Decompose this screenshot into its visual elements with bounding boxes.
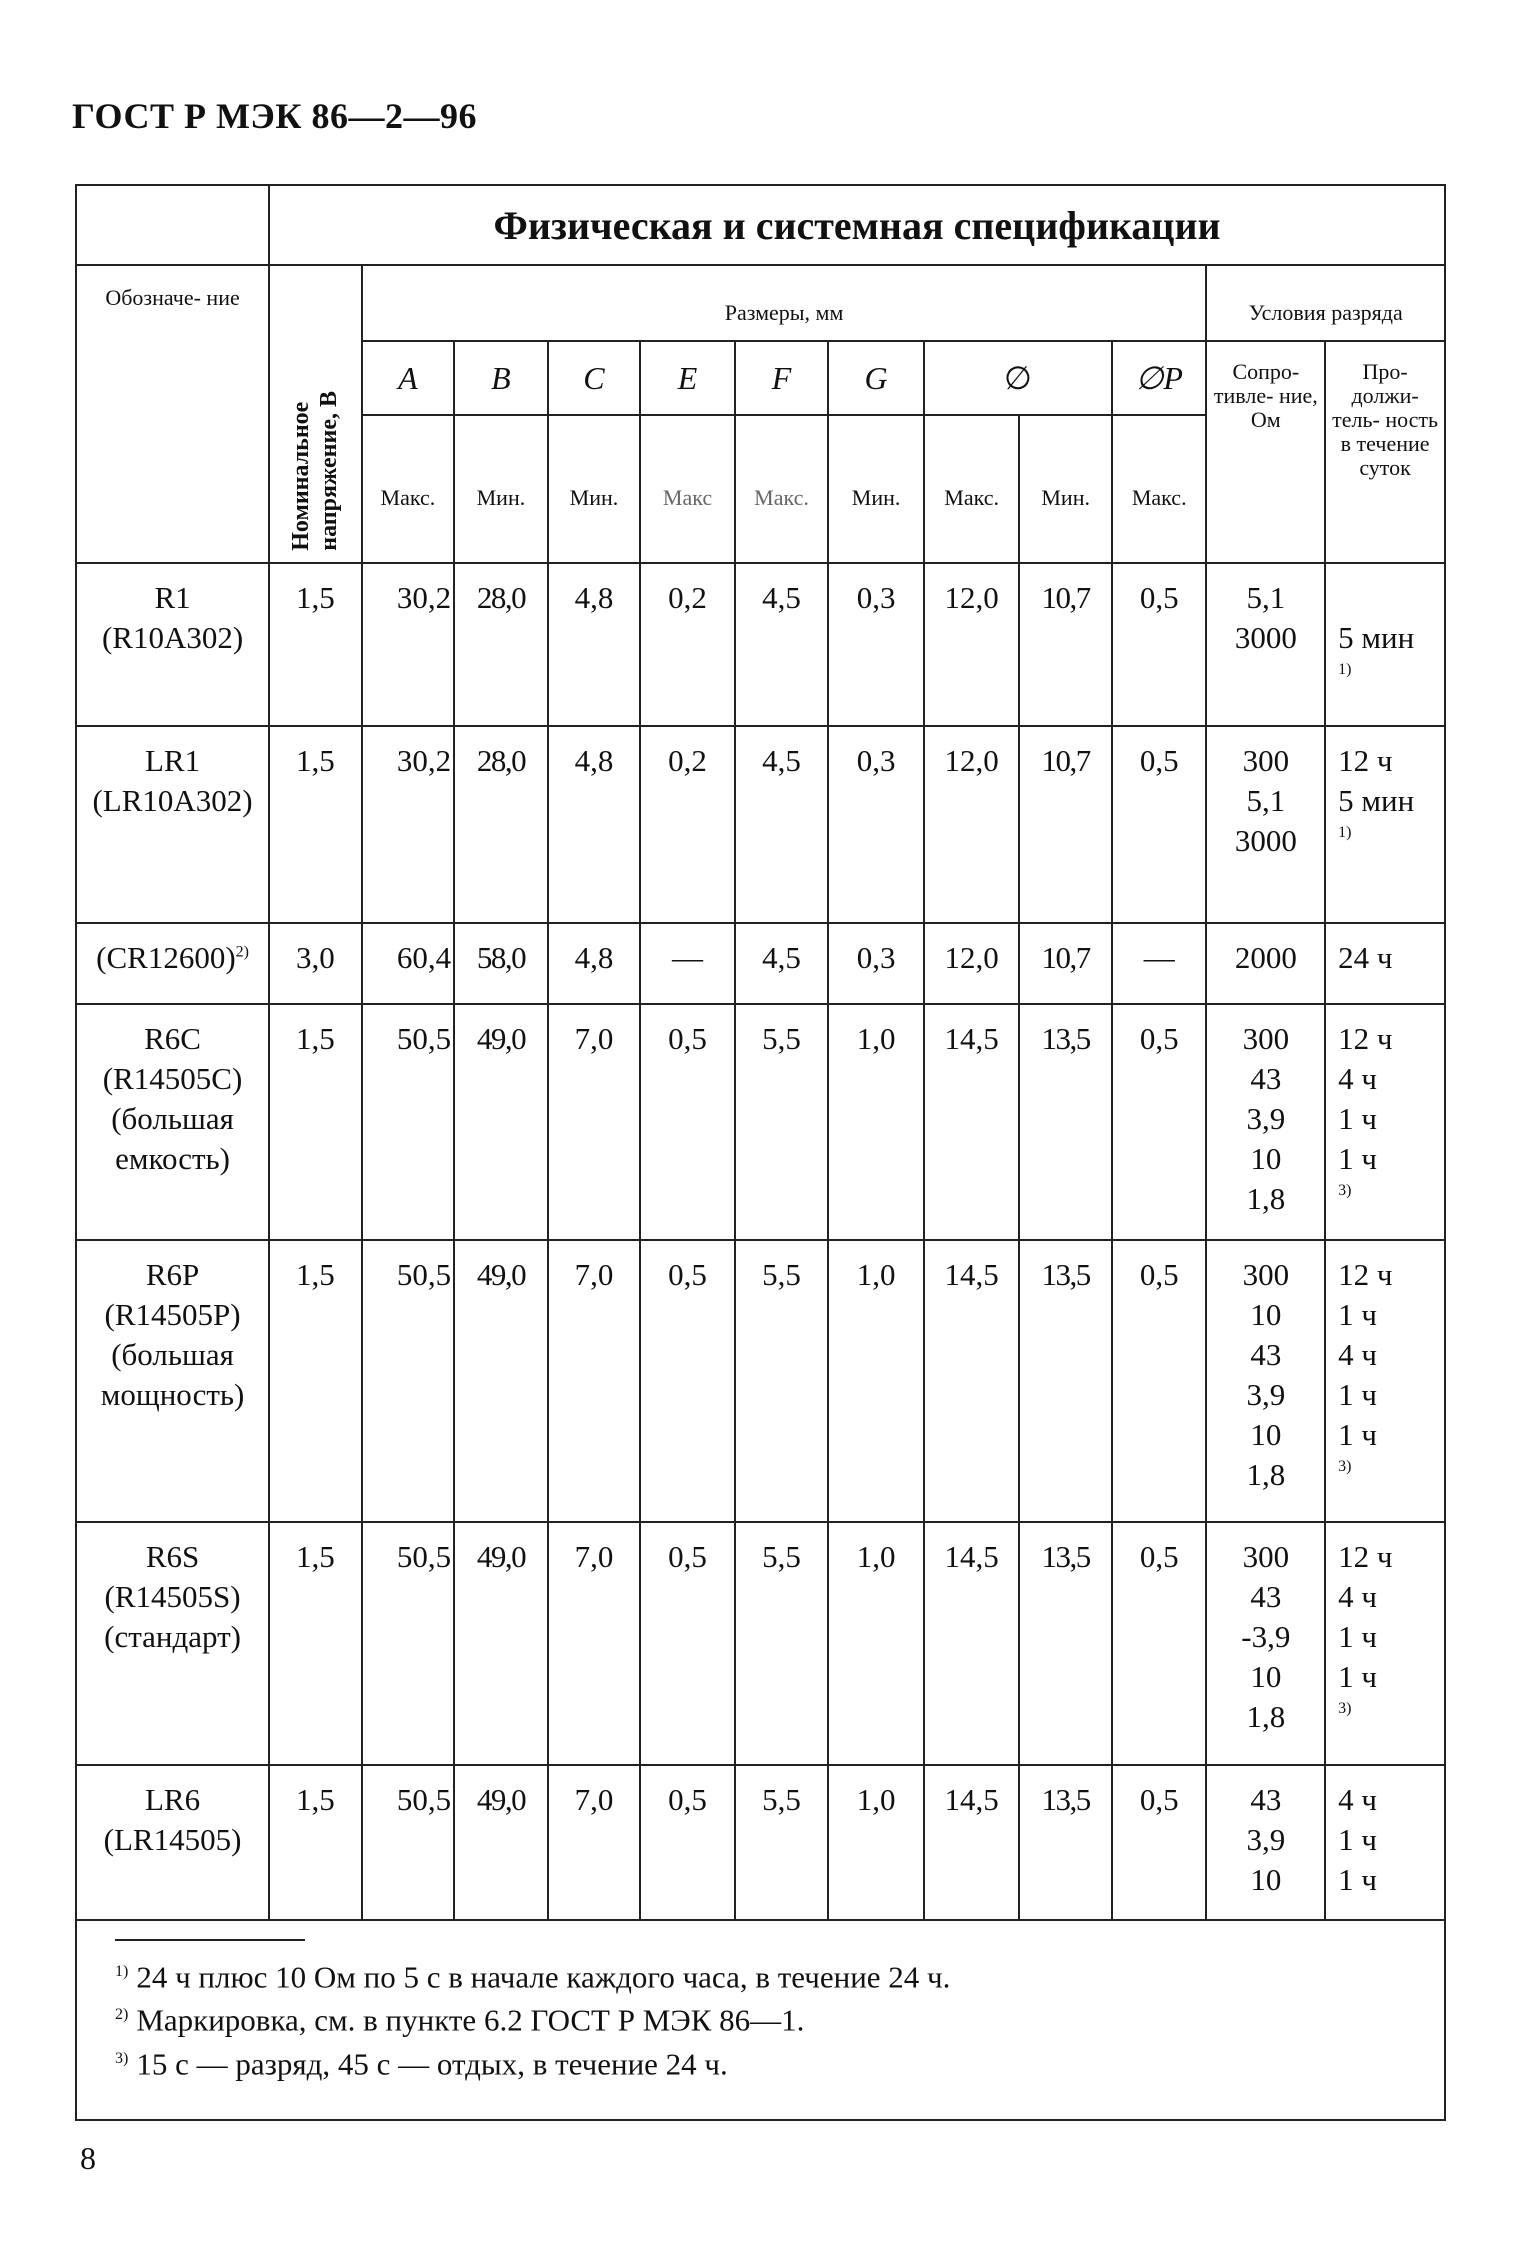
banner-row — [76, 185, 1445, 265]
resistance-value: 3000 — [1234, 823, 1297, 858]
duration-value: 4 ч — [1338, 1782, 1378, 1817]
resistance-value: 1,8 — [1246, 1699, 1286, 1734]
designation-cell — [76, 563, 269, 726]
designation-cell — [76, 726, 269, 923]
resistance-cell — [1206, 1765, 1325, 1920]
designation-name: LR1 — [144, 743, 201, 778]
duration-value: 5 мин — [1338, 620, 1415, 655]
value-a-max: 50,5 — [362, 1522, 455, 1765]
value-a-max: 50,5 — [362, 1765, 455, 1920]
voltage-cell: 1,5 — [269, 1522, 362, 1765]
designation-cell — [76, 923, 269, 1004]
dim-diameter-header: ∅ — [924, 341, 1112, 415]
value-d-min: 13,5 — [1019, 1765, 1112, 1920]
resistance-value: 43 — [1250, 1061, 1282, 1096]
table-row — [76, 1522, 1445, 1765]
value-e-max: 0,5 — [640, 1765, 735, 1920]
resistance-value: 10 — [1250, 1297, 1282, 1332]
designation-name: R6P — [145, 1257, 200, 1292]
resistance-cell — [1206, 923, 1325, 1004]
designation-alt: (R14505S) — [104, 1579, 241, 1614]
resistance-value: 43 — [1250, 1579, 1282, 1614]
value-d-max: 12,0 — [924, 923, 1020, 1004]
value-c-min: 4,8 — [548, 563, 641, 726]
resistance-value: 300 — [1242, 743, 1290, 778]
duration-value: 4 ч — [1338, 1579, 1378, 1614]
designation-name: (CR12600) — [96, 940, 236, 975]
resistance-value: 300 — [1242, 1257, 1290, 1292]
dim-f-header: F — [735, 341, 829, 415]
value-d-min: 13,5 — [1019, 1240, 1112, 1522]
duration-value: 1 ч — [1338, 1862, 1378, 1897]
resistance-cell — [1206, 1240, 1325, 1522]
duration-footnote-mark: 3) — [1338, 1700, 1352, 1717]
duration-value: 4 ч — [1338, 1061, 1378, 1096]
limit-header-f-max: Макс. — [735, 415, 829, 563]
dim-a-header: A — [362, 341, 455, 415]
resistance-cell — [1206, 563, 1325, 726]
duration-value: 24 ч — [1338, 940, 1393, 975]
designation-name: R6S — [145, 1539, 200, 1574]
value-dp-max: 0,5 — [1112, 563, 1207, 726]
value-d-max: 14,5 — [924, 1004, 1020, 1240]
resistance-value: 3,9 — [1246, 1101, 1286, 1136]
resistance-cell — [1206, 1522, 1325, 1765]
designation-cell — [76, 1004, 269, 1240]
designation-alt2: (стандарт) — [104, 1619, 241, 1654]
value-g-min: 0,3 — [828, 563, 924, 726]
resistance-value: 5,1 — [1246, 783, 1286, 818]
resistance-value: 10 — [1250, 1141, 1282, 1176]
duration-cell — [1325, 1522, 1445, 1765]
duration-footnote-mark: 3) — [1338, 1458, 1352, 1475]
value-a-max: 60,4 — [362, 923, 455, 1004]
voltage-cell: 3,0 — [269, 923, 362, 1004]
value-f-max: 5,5 — [735, 1240, 829, 1522]
dim-c-header: C — [548, 341, 641, 415]
value-dp-max: 0,5 — [1112, 1004, 1207, 1240]
duration-value: 5 мин — [1338, 783, 1415, 818]
value-e-max: 0,5 — [640, 1240, 735, 1522]
value-g-min: 1,0 — [828, 1765, 924, 1920]
dim-diameter-p-header: ∅P — [1112, 341, 1207, 415]
designation-alt3: мощность) — [100, 1377, 245, 1412]
value-b-min: 28,0 — [454, 563, 548, 726]
resistance-value: 5,1 — [1246, 580, 1286, 615]
table-row — [76, 726, 1445, 923]
dimensions-header: Размеры, мм — [362, 265, 1207, 341]
value-c-min: 7,0 — [548, 1240, 641, 1522]
designation-cell — [76, 1765, 269, 1920]
duration-cell — [1325, 563, 1445, 726]
voltage-cell: 1,5 — [269, 726, 362, 923]
value-d-max: 14,5 — [924, 1765, 1020, 1920]
duration-value: 1 ч — [1338, 1377, 1378, 1412]
value-d-max: 14,5 — [924, 1522, 1020, 1765]
voltage-header-line2: напряжение, В — [316, 391, 343, 551]
value-a-max: 50,5 — [362, 1240, 455, 1522]
duration-value: 1 ч — [1338, 1297, 1378, 1332]
value-f-max: 4,5 — [735, 726, 829, 923]
resistance-cell — [1206, 1004, 1325, 1240]
footnote-cell — [76, 1920, 1445, 2120]
value-c-min: 7,0 — [548, 1004, 641, 1240]
designation-cell — [76, 1522, 269, 1765]
designation-cell — [76, 1240, 269, 1522]
value-g-min: 0,3 — [828, 726, 924, 923]
value-d-min: 13,5 — [1019, 1522, 1112, 1765]
value-g-min: 1,0 — [828, 1004, 924, 1240]
duration-cell — [1325, 726, 1445, 923]
footnote-rule — [115, 1939, 305, 1941]
designation-alt2: (большая — [111, 1101, 234, 1136]
designation-header: Обозначе- ние — [76, 265, 269, 563]
voltage-cell: 1,5 — [269, 1240, 362, 1522]
value-f-max: 5,5 — [735, 1765, 829, 1920]
duration-footnote-mark: 3) — [1338, 1182, 1352, 1199]
resistance-header: Сопро- тивле- ние, Ом — [1206, 341, 1325, 563]
value-e-max: 0,2 — [640, 726, 735, 923]
value-a-max: 50,5 — [362, 1004, 455, 1240]
value-c-min: 7,0 — [548, 1522, 641, 1765]
footnote-3 — [115, 2040, 1444, 2083]
designation-footnote-mark: 2) — [235, 943, 249, 961]
resistance-value: 2000 — [1234, 940, 1297, 975]
value-g-min: 0,3 — [828, 923, 924, 1004]
resistance-value: 300 — [1242, 1021, 1290, 1056]
value-dp-max: 0,5 — [1112, 1240, 1207, 1522]
designation-name: R1 — [154, 580, 191, 615]
resistance-value: 10 — [1250, 1862, 1282, 1897]
value-f-max: 4,5 — [735, 563, 829, 726]
designation-alt: (R14505C) — [102, 1061, 243, 1096]
designation-alt: (LR14505) — [103, 1822, 242, 1857]
value-f-max: 5,5 — [735, 1522, 829, 1765]
voltage-cell: 1,5 — [269, 1765, 362, 1920]
value-a-max: 30,2 — [362, 726, 455, 923]
value-dp-max: 0,5 — [1112, 1522, 1207, 1765]
footnote-1 — [115, 1953, 1444, 1996]
duration-cell — [1325, 1765, 1445, 1920]
designation-alt: (LR10A302) — [92, 783, 253, 818]
spec-table — [75, 184, 1446, 2121]
page-number: 8 — [80, 2140, 96, 2176]
value-b-min: 49,0 — [454, 1765, 548, 1920]
voltage-cell: 1,5 — [269, 563, 362, 726]
resistance-value: 3,9 — [1246, 1377, 1286, 1412]
footnote-mark: 3) — [115, 2049, 129, 2067]
duration-value: 4 ч — [1338, 1337, 1378, 1372]
resistance-value: 43 — [1250, 1337, 1282, 1372]
conditions-header: Условия разряда — [1206, 265, 1445, 341]
document-id: ГОСТ Р МЭК 86—2—96 — [72, 96, 477, 136]
resistance-value: 300 — [1242, 1539, 1290, 1574]
designation-name: LR6 — [144, 1782, 201, 1817]
duration-header: Про- должи- тель- ность в течение суток — [1325, 341, 1445, 563]
value-c-min: 7,0 — [548, 1765, 641, 1920]
duration-footnote-mark: 1) — [1338, 824, 1352, 841]
limit-header-a-max: Макс. — [362, 415, 455, 563]
duration-value: 1 ч — [1338, 1822, 1378, 1857]
resistance-cell — [1206, 726, 1325, 923]
resistance-value: 3,9 — [1246, 1822, 1286, 1857]
duration-value: 12 ч — [1338, 1257, 1393, 1292]
value-d-max: 12,0 — [924, 563, 1020, 726]
designation-alt: (R14505P) — [104, 1297, 241, 1332]
value-b-min: 49,0 — [454, 1004, 548, 1240]
duration-value: 1 ч — [1338, 1619, 1378, 1654]
footnote-text: 24 ч плюс 10 Ом по 5 с в начале каждого часа, в течение 24 ч. — [136, 1959, 951, 1995]
value-c-min: 4,8 — [548, 923, 641, 1004]
limit-header-b-min: Мин. — [454, 415, 548, 563]
value-f-max: 5,5 — [735, 1004, 829, 1240]
limit-header-c-min: Мин. — [548, 415, 641, 563]
footnote-2 — [115, 1996, 1444, 2039]
duration-value: 1 ч — [1338, 1101, 1378, 1136]
duration-value: 12 ч — [1338, 1021, 1393, 1056]
resistance-value: 43 — [1250, 1782, 1282, 1817]
voltage-cell: 1,5 — [269, 1004, 362, 1240]
duration-value: 1 ч — [1338, 1141, 1378, 1176]
resistance-value: 3000 — [1234, 620, 1297, 655]
value-e-max: — — [640, 923, 735, 1004]
duration-cell — [1325, 1240, 1445, 1522]
limit-header-d-min: Мин. — [1019, 415, 1112, 563]
limit-header-e-max: Макс — [640, 415, 735, 563]
duration-footnote-mark: 1) — [1338, 661, 1352, 678]
footnote-mark: 2) — [115, 2006, 129, 2024]
footnote-row — [76, 1920, 1445, 2120]
banner-corner — [76, 185, 269, 265]
duration-cell — [1325, 923, 1445, 1004]
resistance-value: 1,8 — [1246, 1457, 1286, 1492]
header-row-1 — [76, 265, 1445, 341]
voltage-header — [269, 265, 362, 563]
table-row — [76, 563, 1445, 726]
value-d-min: 10,7 — [1019, 923, 1112, 1004]
value-b-min: 58,0 — [454, 923, 548, 1004]
value-e-max: 0,5 — [640, 1004, 735, 1240]
duration-value: 12 ч — [1338, 1539, 1393, 1574]
value-g-min: 1,0 — [828, 1522, 924, 1765]
table-row — [76, 1240, 1445, 1522]
resistance-value: 10 — [1250, 1417, 1282, 1452]
dim-g-header: G — [828, 341, 924, 415]
designation-name: R6C — [144, 1021, 201, 1056]
value-e-max: 0,2 — [640, 563, 735, 726]
value-d-max: 14,5 — [924, 1240, 1020, 1522]
dim-b-header: B — [454, 341, 548, 415]
value-b-min: 49,0 — [454, 1522, 548, 1765]
value-b-min: 49,0 — [454, 1240, 548, 1522]
designation-alt: (R10A302) — [101, 620, 244, 655]
dim-e-header: E — [640, 341, 735, 415]
value-a-max: 30,2 — [362, 563, 455, 726]
value-d-min: 10,7 — [1019, 563, 1112, 726]
value-e-max: 0,5 — [640, 1522, 735, 1765]
value-d-min: 13,5 — [1019, 1004, 1112, 1240]
value-d-min: 10,7 — [1019, 726, 1112, 923]
designation-alt3: емкость) — [115, 1141, 230, 1176]
footnote-mark: 1) — [115, 1963, 129, 1980]
duration-cell — [1325, 1004, 1445, 1240]
value-dp-max: — — [1112, 923, 1207, 1004]
resistance-value: 1,8 — [1246, 1181, 1286, 1216]
duration-value: 1 ч — [1338, 1659, 1378, 1694]
value-dp-max: 0,5 — [1112, 726, 1207, 923]
limit-header-d-max: Макс. — [924, 415, 1020, 563]
duration-value: 12 ч — [1338, 743, 1393, 778]
value-g-min: 1,0 — [828, 1240, 924, 1522]
designation-alt2: (большая — [111, 1337, 234, 1372]
banner-title: Физическая и системная спецификации — [269, 185, 1445, 265]
value-f-max: 4,5 — [735, 923, 829, 1004]
resistance-value: 10 — [1250, 1659, 1282, 1694]
value-c-min: 4,8 — [548, 726, 641, 923]
value-b-min: 28,0 — [454, 726, 548, 923]
voltage-header-line1: Номинальное — [288, 401, 315, 551]
limit-header-g-min: Мин. — [828, 415, 924, 563]
value-d-max: 12,0 — [924, 726, 1020, 923]
table-row — [76, 923, 1445, 1004]
table-row — [76, 1004, 1445, 1240]
duration-value: 1 ч — [1338, 1417, 1378, 1452]
resistance-value: -3,9 — [1241, 1619, 1291, 1654]
value-dp-max: 0,5 — [1112, 1765, 1207, 1920]
limit-header-dp-max: Макс. — [1112, 415, 1207, 563]
footnote-text: 15 с — разряд, 45 с — отдых, в течение 24 ч. — [136, 2045, 728, 2081]
table-row — [76, 1765, 1445, 1920]
footnote-text: Маркировка, см. в пункте 6.2 ГОСТ Р МЭК 86—1. — [136, 2002, 805, 2038]
